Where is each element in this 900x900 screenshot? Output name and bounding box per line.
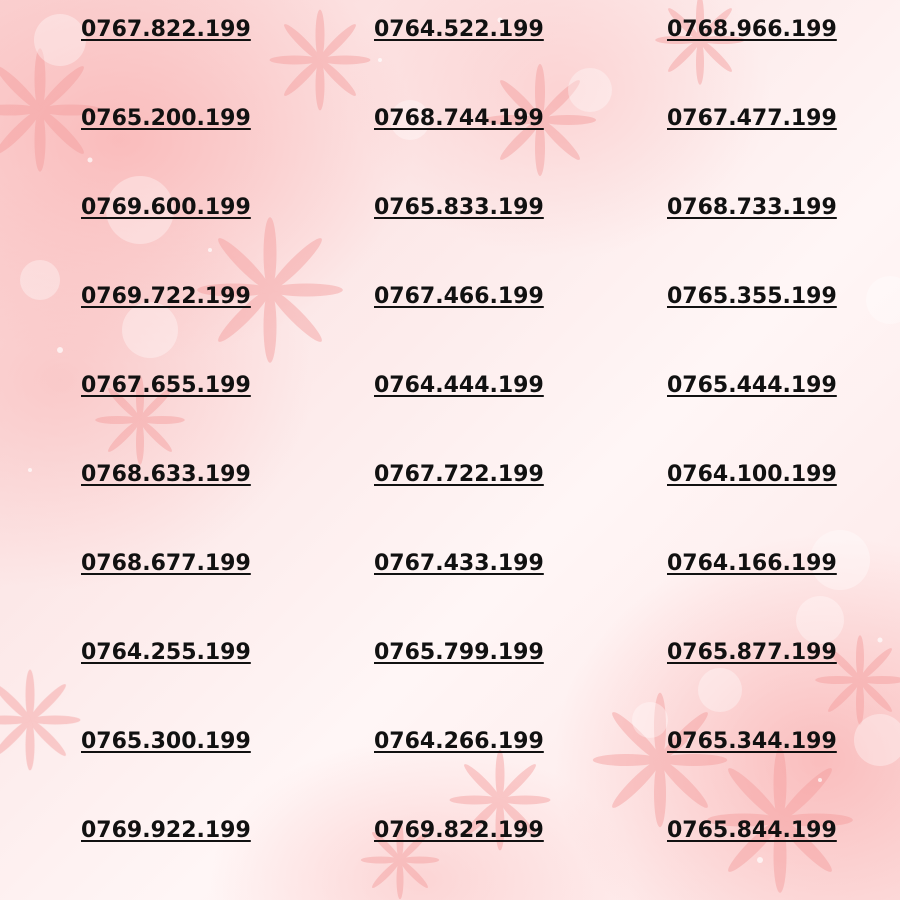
phone-number-link[interactable]: 0764.166.199 [667, 551, 837, 576]
phone-number-link[interactable]: 0765.300.199 [81, 729, 251, 754]
phone-number-link[interactable]: 0768.733.199 [667, 195, 837, 220]
phone-number-link[interactable]: 0767.433.199 [374, 551, 544, 576]
phone-number-link[interactable]: 0765.833.199 [374, 195, 544, 220]
phone-number-link[interactable]: 0764.100.199 [667, 462, 837, 487]
phone-number-link[interactable]: 0768.744.199 [374, 106, 544, 131]
phone-number-link[interactable]: 0767.466.199 [374, 284, 544, 309]
phone-number-link[interactable]: 0765.877.199 [667, 640, 837, 665]
phone-number-link[interactable]: 0765.200.199 [81, 106, 251, 131]
phone-number-link[interactable]: 0765.355.199 [667, 284, 837, 309]
phone-number-link[interactable]: 0768.677.199 [81, 551, 251, 576]
phone-number-link[interactable]: 0764.444.199 [374, 373, 544, 398]
phone-number-link[interactable]: 0767.722.199 [374, 462, 544, 487]
phone-number-link[interactable]: 0764.522.199 [374, 17, 544, 42]
phone-number-link[interactable]: 0765.344.199 [667, 729, 837, 754]
phone-number-link[interactable]: 0767.477.199 [667, 106, 837, 131]
phone-number-link[interactable]: 0767.822.199 [81, 17, 251, 42]
phone-number-link[interactable]: 0764.255.199 [81, 640, 251, 665]
phone-number-link[interactable]: 0765.844.199 [667, 818, 837, 843]
phone-number-link[interactable]: 0768.966.199 [667, 17, 837, 42]
phone-number-link[interactable]: 0765.444.199 [667, 373, 837, 398]
phone-number-link[interactable]: 0764.266.199 [374, 729, 544, 754]
phone-number-link[interactable]: 0765.799.199 [374, 640, 544, 665]
phone-number-link[interactable]: 0767.655.199 [81, 373, 251, 398]
phone-number-link[interactable]: 0768.633.199 [81, 462, 251, 487]
phone-number-link[interactable]: 0769.722.199 [81, 284, 251, 309]
phone-number-link[interactable]: 0769.822.199 [374, 818, 544, 843]
phone-number-link[interactable]: 0769.922.199 [81, 818, 251, 843]
phone-number-link[interactable]: 0769.600.199 [81, 195, 251, 220]
